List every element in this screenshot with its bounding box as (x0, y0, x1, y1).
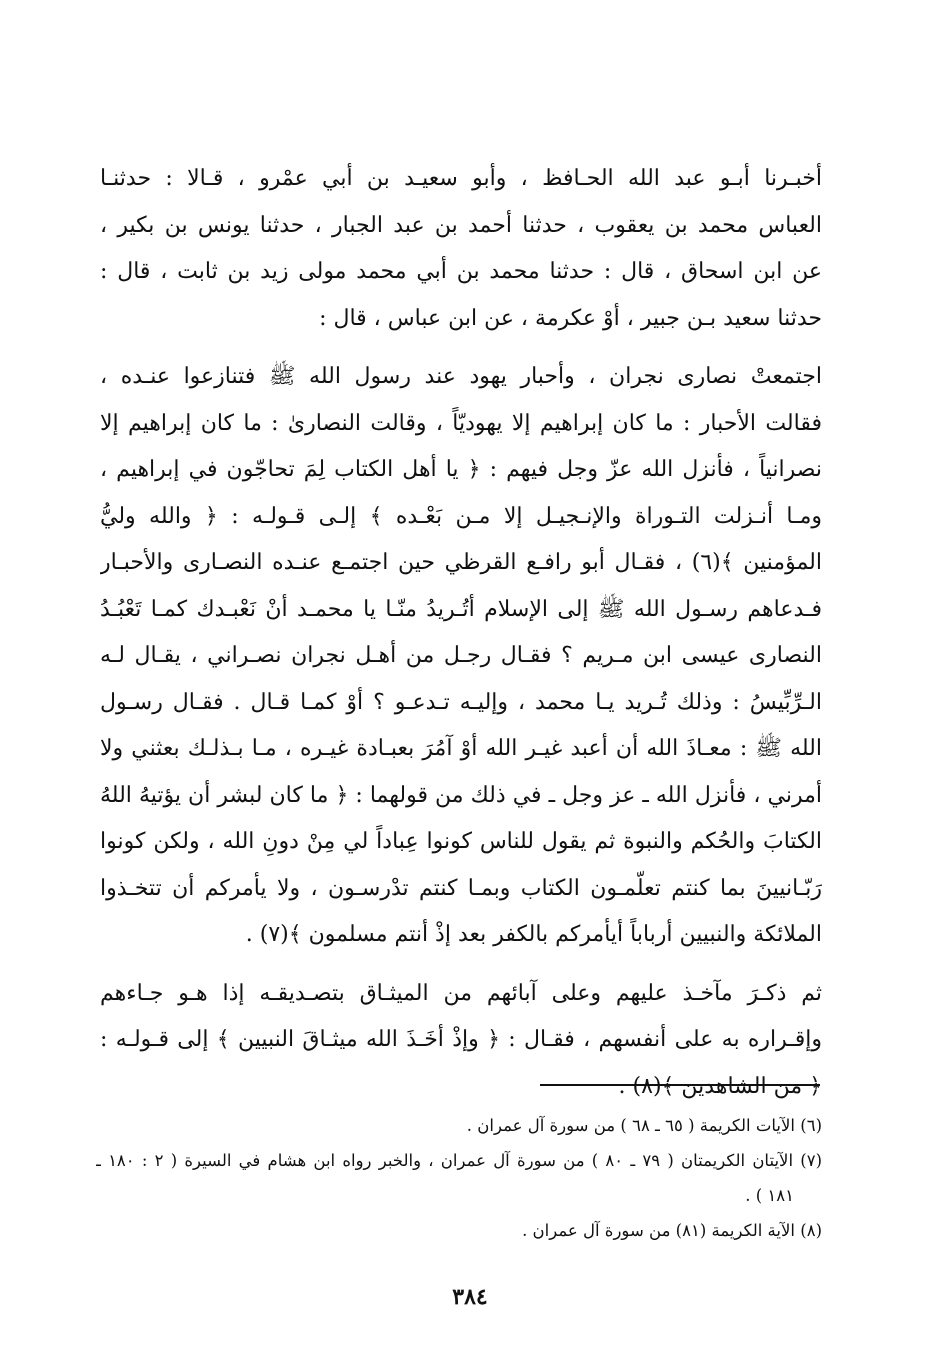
text-line: حدثنا سعيد بـن جبير ، أوْ عكرمة ، عن ابن عباس ، قال : (319, 305, 822, 331)
footnote-divider (540, 1084, 820, 1086)
text-line: النصارى عيسى ابن مـريم ؟ فقـال رجـل من أهـل نجران نصـراني ، يقـال لـه (100, 643, 822, 668)
text-line: ومـا أنـزلت التـوراة والإنـجيـل إلا مـن بَعْـده ﴾ إلـى قـولـه : ﴿ والله وليُّ (100, 503, 822, 529)
footnote-8: (٨) الآية الكريمة (٨١) من سورة آل عمران . (522, 1221, 822, 1240)
text-line: اجتمعتْ نصارى نجران ، وأحبار يهود عند رسول الله ﷺ فتنازعوا عنـده ، (100, 364, 822, 389)
text-line: الملائكة والنبيين أرباباً أيأمركم بالكفر بعد إذْ أنتم مسلمون ﴾(٧) . (245, 922, 822, 947)
text-line: الـرِّبِّيسُ : وذلك تُـريد يـا محمد ، وإليـه تـدعـو ؟ أوْ كمـا قـال . فقـال رسـول (100, 689, 822, 715)
text-line: فـدعاهم رسـول الله ﷺ إلى الإسلام أتُـريدُ منّـا يا محمـد أنْ نَعْبـدك كمـا تَعْبُـدُ (100, 596, 822, 622)
paragraph-isnad (100, 156, 822, 342)
footnote-7-continuation: ١٨١ ) . (745, 1186, 794, 1205)
text-line: الله ﷺ : معـاذَ الله أن أعبد غيـر الله أوْ آمُرَ بعبـادة غيـره ، مـا بـذلـك بعثني ولا (100, 736, 822, 761)
text-line: المؤمنين ﴾(٦) ، فقـال أبو رافـع القرظي حين اجتمـع عنـده النصـارى والأحبـار (100, 550, 822, 575)
text-line: ﴿ من الشاهدين ﴾(٨) . (618, 1073, 822, 1099)
footnotes (96, 1108, 822, 1248)
footnote-6: (٦) الآيات الكريمة ( ٦٥ ـ ٦٨ ) من سورة آل عمران . (466, 1116, 822, 1135)
text-line: وإقـراره به على أنفسهم ، فقـال : ﴿ وإذْ أخَـذَ الله ميثـاقَ النبيين ﴾ إلى قـولـه : (100, 1027, 822, 1052)
paragraph-narration (100, 354, 822, 959)
main-text (100, 156, 822, 1122)
page-number: ٣٨٤ (452, 1284, 488, 1310)
footnote-7: (٧) الآيتان الكريمتان ( ٧٩ ـ ٨٠ ) من سورة آل عمران ، والخبر رواه ابن هشام في السيرة ( ٢ : ١٨٠ ـ (96, 1151, 822, 1170)
text-line: رَبّـانيينَ بما كنتم تعلّمـون الكتاب وبمـا كنتم تدْرسـون ، ولا يأمركم أن تتخـذوا (100, 875, 822, 901)
text-line: عن ابن اسحاق ، قال : حدثنا محمد بن أبي محمد مولى زيد بن ثابت ، قال : (100, 259, 822, 284)
text-line: ثم ذكـرَ مآخـذ عليهم وعلى آبائهم من الميثـاق بتصـديقـه إذا هـو جـاءهم (100, 980, 822, 1006)
paragraph-covenant (100, 971, 822, 1111)
text-line: فقالت الأحبار : ما كان إبراهيم إلا يهوديّاً ، وقالت النصارىٰ : ما كان إبراهيم إلا (100, 410, 822, 436)
text-line: نصرانياً ، فأنزل الله عزّ وجل فيهم : ﴿ يا أهل الكتاب لِمَ تحاجّون في إبراهيم ، (100, 457, 822, 482)
text-line: الكتابَ والحُكم والنبوة ثم يقول للناس كونوا عِباداً لي مِنْ دونِ الله ، ولكن كونوا (100, 829, 822, 854)
text-line: أخبـرنا أبـو عبد الله الحـافظ ، وأبو سعيـد بن أبي عمْرو ، قـالا : حدثنـا (100, 166, 822, 191)
text-line: العباس محمد بن يعقوب ، حدثنا أحمد بن عبد الجبار ، حدثنا يونس بن بكير ، (100, 212, 822, 238)
text-line: أمرني ، فأنزل الله ـ عز وجل ـ في ذلك من قولهما : ﴿ ما كان لبشر أن يؤتيهُ اللهُ (100, 782, 822, 808)
